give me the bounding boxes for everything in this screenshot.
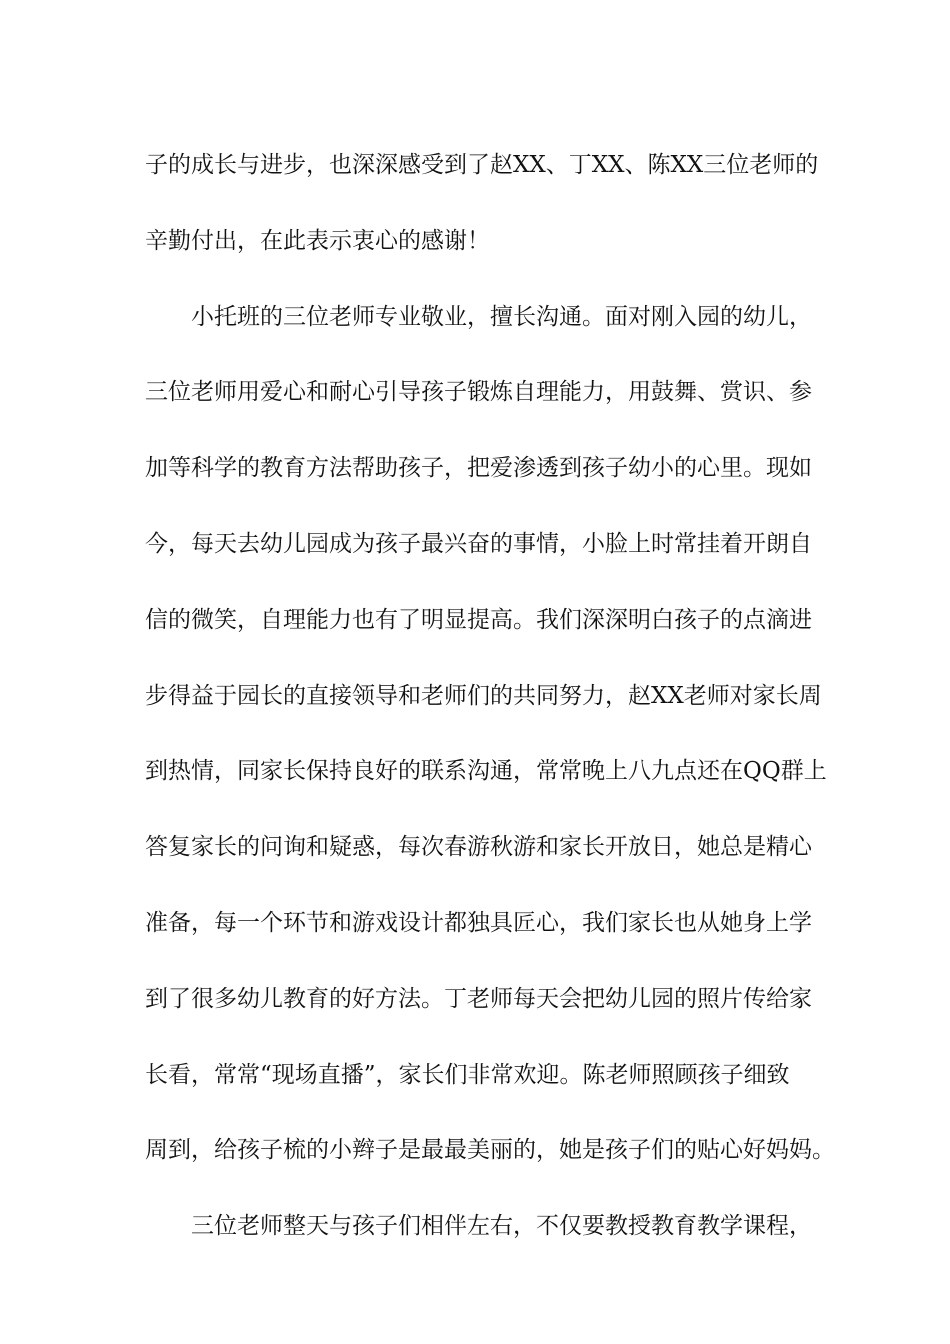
text-line: 步得益于园长的直接领导和老师们的共同努力，赵XX老师对家长周 bbox=[145, 682, 822, 709]
text-line: 加等科学的教育方法帮助孩子，把爱渗透到孩子幼小的心里。现如 bbox=[145, 455, 812, 482]
text-line: 周到，给孩子梳的小辫子是最最美丽的，她是孩子们的贴心好妈妈。 bbox=[145, 1137, 835, 1164]
text-line: 到了很多幼儿教育的好方法。丁老师每天会把幼儿园的照片传给家 bbox=[145, 985, 812, 1012]
text-line: 到热情，同家长保持良好的联系沟通，常常晚上八九点还在QQ群上 bbox=[145, 758, 827, 785]
text-line: 子的成长与进步，也深深感受到了赵XX、丁XX、陈XX三位老师的 bbox=[145, 152, 819, 178]
text-line: 准备，每一个环节和游戏设计都独具匠心，我们家长也从她身上学 bbox=[145, 909, 812, 936]
text-line: 三位老师用爱心和耐心引导孩子锻炼自理能力，用鼓舞、赏识、参 bbox=[145, 379, 812, 406]
body-text bbox=[145, 128, 835, 1265]
text-line: 答复家长的问询和疑惑，每次春游秋游和家长开放日，她总是精心 bbox=[145, 834, 812, 861]
paragraph-start-line: 三位老师整天与孩子们相伴左右，不仅要教授教育教学课程， bbox=[191, 1213, 812, 1240]
text-line: 今，每天去幼儿园成为孩子最兴奋的事情，小脸上时常挂着开朗自 bbox=[145, 530, 812, 557]
text-line: 长看，常常“现场直播”，家长们非常欢迎。陈老师照顾孩子细致 bbox=[145, 1061, 790, 1088]
text-line: 辛勤付出，在此表示衷心的感谢！ bbox=[145, 227, 490, 254]
paragraph-start-line: 小托班的三位老师专业敬业，擅长沟通。面对刚入园的幼儿， bbox=[191, 303, 812, 330]
text-line: 信的微笑，自理能力也有了明显提高。我们深深明白孩子的点滴进 bbox=[145, 606, 812, 633]
